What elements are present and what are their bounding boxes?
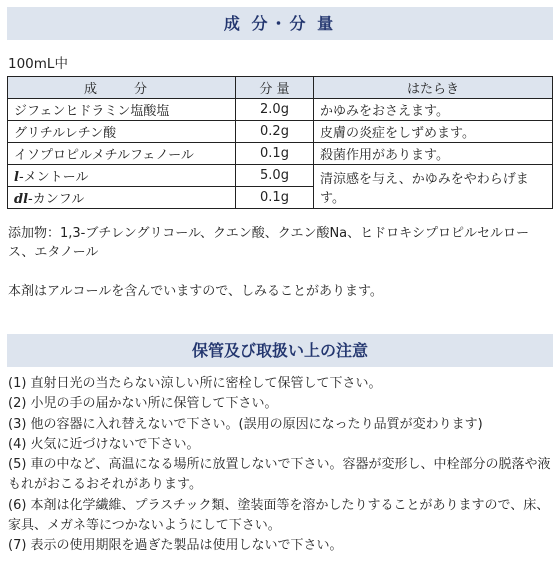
header-ingredient: 成 分 <box>8 77 236 99</box>
ingredient-prefix: l <box>14 170 19 185</box>
alcohol-note: 本剤はアルコールを含んでいますので、しみることがあります。 <box>8 284 383 299</box>
ingredient-function: 皮膚の炎症をしずめます。 <box>314 121 553 143</box>
table-row <box>8 121 553 143</box>
ingredient-name: ジフェンヒドラミン塩酸塩 <box>8 99 236 121</box>
ingredient-prefix: dl <box>14 192 29 207</box>
ingredient-function: 清涼感を与え、かゆみをやわらげます。 <box>314 165 553 209</box>
ingredient-amount: 0.1g <box>236 187 314 209</box>
ingredient-name: イソプロピルメチルフェノール <box>8 143 236 165</box>
ingredient-amount: 2.0g <box>236 99 314 121</box>
ingredient-name-rest: -カンフル <box>28 192 85 207</box>
ingredients-table <box>7 76 553 209</box>
additives-text: 添加物：1,3-ブチレングリコール、クエン酸、クエン酸Na、ヒドロキシプロピルセルロース、エタノール <box>8 226 530 260</box>
list-item: (6) 本剤は化学繊維、プラスチック類、塗装面等を溶かしたりすることがありますので、床、家具、メガネ等につかないようにして下さい。 <box>8 497 550 534</box>
list-item: (3) 他の容器に入れ替えないで下さい。(誤用の原因になったり品質が変わります) <box>8 416 483 432</box>
ingredient-name: グリチルレチン酸 <box>8 121 236 143</box>
list-item: (5) 車の中など、高温になる場所に放置しないで下さい。容器が変形し、中栓部分の脱落や液もれがおこるおそれがあります。 <box>8 457 551 493</box>
list-item: (1) 直射日光の当たらない涼しい所に密栓して保管して下さい。 <box>8 376 382 391</box>
ingredient-name <box>8 165 236 187</box>
cautions-list <box>8 374 556 557</box>
ingredient-function: 殺菌作用があります。 <box>314 143 553 165</box>
ingredient-function: かゆみをおさえます。 <box>314 99 553 121</box>
ingredient-name <box>8 187 236 209</box>
header-amount: 分 量 <box>236 77 314 99</box>
list-item: (2) 小児の手の届かない所に保管して下さい。 <box>8 396 278 412</box>
storage-handling-heading: 保管及び取扱い上の注意 <box>7 334 553 367</box>
ingredient-amount: 0.1g <box>236 143 314 165</box>
table-row <box>8 143 553 165</box>
list-item: (7) 表示の使用期限を過ぎた製品は使用しないで下さい。 <box>8 538 343 554</box>
volume-label: 100mL中 <box>8 56 68 72</box>
table-row <box>8 99 553 121</box>
table-header-row <box>8 77 553 99</box>
table-row <box>8 165 553 187</box>
list-item: (4) 火気に近づけないで下さい。 <box>8 436 200 452</box>
header-function: はたらき <box>314 77 553 99</box>
ingredient-amount: 5.0g <box>236 165 314 187</box>
ingredient-name-rest: -メントール <box>18 170 89 185</box>
ingredient-amount: 0.2g <box>236 121 314 143</box>
ingredients-heading: 成 分・分 量 <box>7 7 553 40</box>
